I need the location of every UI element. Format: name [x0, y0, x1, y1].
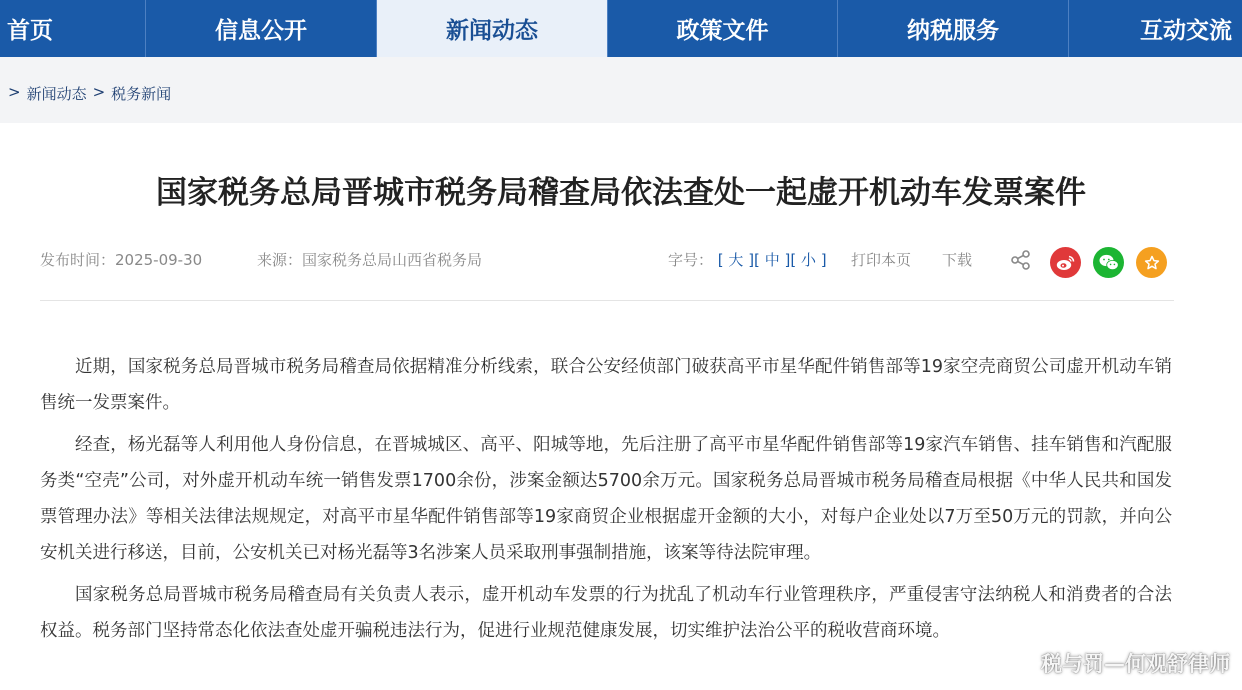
- breadcrumb-band: [0, 57, 1242, 123]
- publish-date: 发布时间：2025-09-30: [40, 251, 203, 269]
- article-paragraph: 经查，杨光磊等人利用他人身份信息，在晋城城区、高平、阳城等地，先后注册了高平市星华配件销售部等19家汽车销售、挂车销售和汽配服务类“空壳”公司，对外虚开机动车统一销售发票1700余份，涉案金额达5700余万元。国家税务总局晋城市税务局稽查局根据《中华人民共和国发票管理办法》等相关法律法规规定，对高平市星华配件销售部等19家商贸企业根据虚开金额的大小，对每户企业处以7万至50万元的罚款，并向公安机关进行移送，目前，公安机关已对杨光磊等3名涉案人员采取刑事强制措施，该案等待法院审理。: [40, 435, 1172, 563]
- top-nav: [0, 0, 1242, 57]
- breadcrumb: [8, 83, 171, 104]
- weibo-icon[interactable]: [1050, 247, 1081, 278]
- article-paragraph: 国家税务总局晋城市税务局稽查局有关负责人表示，虚开机动车发票的行为扰乱了机动车行业管理秩序，严重侵害守法纳税人和消费者的合法权益。税务部门坚持常态化依法查处虚开骗税违法行为，促进行业规范健康发展，切实维护法治公平的税收营商环境。: [40, 585, 1172, 641]
- download-button[interactable]: 下载: [942, 251, 973, 269]
- breadcrumb-news[interactable]: 新闻动态: [26, 85, 87, 103]
- wechat-icon[interactable]: [1093, 247, 1124, 278]
- breadcrumb-tax-news[interactable]: 税务新闻: [111, 85, 172, 103]
- favorite-icon[interactable]: [1136, 247, 1167, 278]
- watermark: 税与罚—何观舒律师: [1041, 652, 1230, 676]
- breadcrumb-separator: >: [8, 83, 21, 101]
- nav-item-interaction[interactable]: 互动交流: [1140, 18, 1232, 44]
- font-size-small[interactable]: 小: [800, 251, 816, 269]
- article-body: [40, 349, 1172, 655]
- nav-item-policy[interactable]: 政策文件: [608, 0, 838, 57]
- article-paragraph: 近期，国家税务总局晋城市税务局稽查局依据精准分析线索，联合公安经侦部门破获高平市星华配件销售部等19家空壳商贸公司虚开机动车销售统一发票案件。: [40, 357, 1172, 413]
- article-source: 来源：国家税务总局山西省税务局: [257, 251, 483, 269]
- meta-divider: [40, 300, 1174, 301]
- font-size-control: 字号： [ 大 ][ 中 ][ 小 ]: [668, 251, 827, 269]
- nav-item-news[interactable]: 新闻动态: [377, 0, 608, 57]
- nav-item-home[interactable]: 首页: [0, 0, 146, 57]
- font-size-medium[interactable]: 中: [764, 251, 780, 269]
- font-size-large[interactable]: 大: [728, 251, 744, 269]
- font-size-label: 字号：: [668, 251, 714, 269]
- nav-item-tax-service[interactable]: 纳税服务: [838, 0, 1069, 57]
- print-button[interactable]: 打印本页: [851, 251, 912, 269]
- breadcrumb-separator: >: [92, 83, 106, 101]
- nav-item-info-disclosure[interactable]: 信息公开: [146, 0, 377, 57]
- article-title: 国家税务总局晋城市税务局稽查局依法查处一起虚开机动车发票案件: [156, 175, 1086, 211]
- share-icon[interactable]: [1010, 249, 1032, 271]
